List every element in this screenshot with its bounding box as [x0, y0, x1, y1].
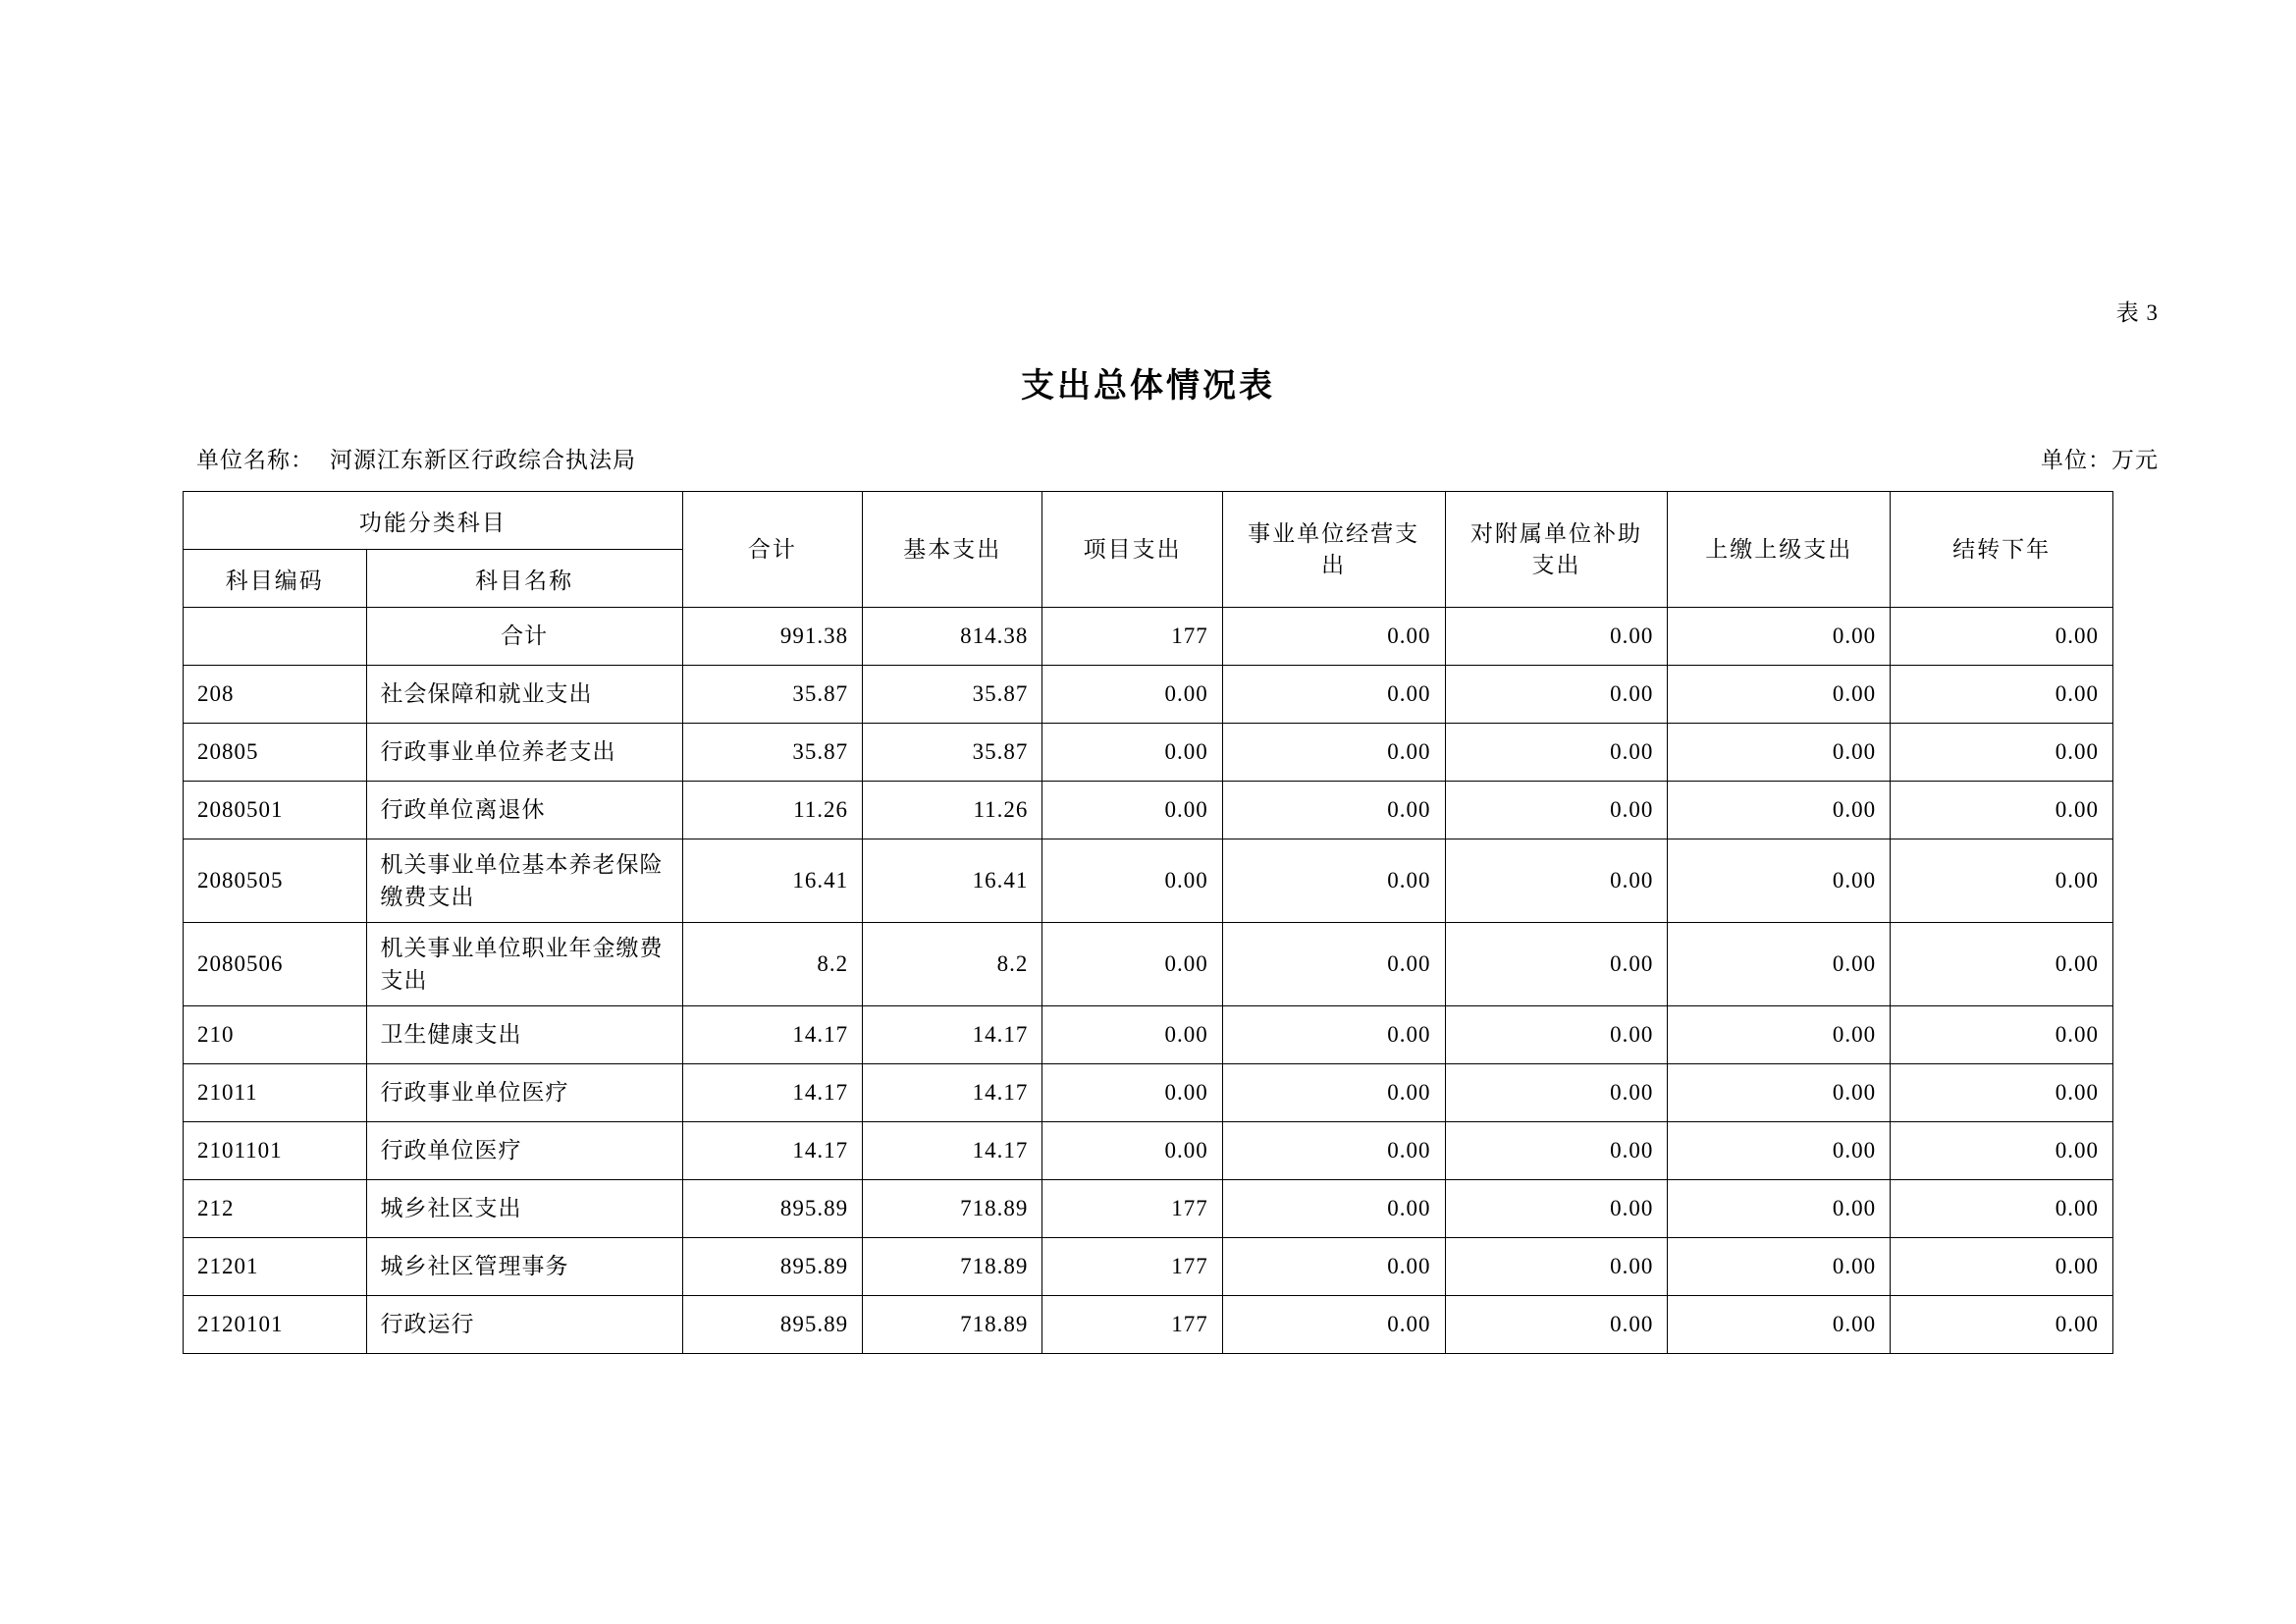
cell-value: 895.89 [682, 1180, 862, 1238]
unit-name-value: 河源江东新区行政综合执法局 [330, 448, 636, 472]
header-subject-name: 科目名称 [366, 550, 682, 608]
table-row [184, 1238, 2113, 1296]
cell-value: 0.00 [1891, 608, 2113, 666]
header-project-expenditure: 项目支出 [1042, 492, 1222, 608]
cell-subject-code: 2120101 [184, 1296, 367, 1354]
cell-value: 0.00 [1668, 1238, 1891, 1296]
cell-value: 0.00 [1445, 1180, 1668, 1238]
table-row [184, 1180, 2113, 1238]
cell-value: 0.00 [1668, 1180, 1891, 1238]
table-number: 表 3 [2115, 300, 2159, 325]
cell-value: 0.00 [1445, 724, 1668, 782]
cell-subject-code [184, 608, 367, 666]
cell-value: 0.00 [1891, 1122, 2113, 1180]
cell-value: 0.00 [1445, 1296, 1668, 1354]
cell-value: 0.00 [1445, 839, 1668, 923]
cell-value: 0.00 [1042, 923, 1222, 1006]
cell-value: 0.00 [1668, 608, 1891, 666]
cell-value: 14.17 [682, 1064, 862, 1122]
cell-value: 0.00 [1222, 1064, 1445, 1122]
cell-value: 0.00 [1668, 923, 1891, 1006]
cell-value: 0.00 [1891, 782, 2113, 839]
cell-value: 177 [1042, 608, 1222, 666]
cell-value: 16.41 [682, 839, 862, 923]
cell-subject-name: 机关事业单位基本养老保险缴费支出 [366, 839, 682, 923]
unit-name-label: 单位名称： [196, 448, 314, 472]
cell-subject-code: 21201 [184, 1238, 367, 1296]
cell-value: 0.00 [1668, 1122, 1891, 1180]
cell-subject-code: 2080506 [184, 923, 367, 1006]
cell-subject-name: 行政运行 [366, 1296, 682, 1354]
cell-value: 0.00 [1891, 1180, 2113, 1238]
cell-value: 0.00 [1222, 666, 1445, 724]
cell-value: 14.17 [682, 1122, 862, 1180]
cell-value: 177 [1042, 1238, 1222, 1296]
cell-value: 0.00 [1668, 1296, 1891, 1354]
cell-value: 8.2 [682, 923, 862, 1006]
cell-value: 177 [1042, 1296, 1222, 1354]
cell-value: 0.00 [1042, 1064, 1222, 1122]
cell-value: 0.00 [1042, 839, 1222, 923]
header-subject-code: 科目编码 [184, 550, 367, 608]
header-basic-expenditure: 基本支出 [863, 492, 1042, 608]
cell-value: 0.00 [1222, 724, 1445, 782]
table-row [184, 724, 2113, 782]
cell-value: 35.87 [682, 666, 862, 724]
table-row [184, 839, 2113, 923]
cell-subject-name: 行政单位离退休 [366, 782, 682, 839]
cell-value: 0.00 [1222, 839, 1445, 923]
cell-value: 0.00 [1891, 1238, 2113, 1296]
cell-value: 0.00 [1668, 1064, 1891, 1122]
cell-value: 0.00 [1222, 608, 1445, 666]
table-row [184, 608, 2113, 666]
cell-value: 718.89 [863, 1296, 1042, 1354]
cell-value: 0.00 [1445, 1238, 1668, 1296]
cell-subject-code: 2080501 [184, 782, 367, 839]
table-row [184, 1064, 2113, 1122]
expenditure-table [183, 491, 2113, 1354]
cell-subject-code: 210 [184, 1006, 367, 1064]
cell-value: 8.2 [863, 923, 1042, 1006]
table-body [184, 608, 2113, 1354]
meta-row [196, 442, 2159, 475]
cell-value: 814.38 [863, 608, 1042, 666]
cell-value: 0.00 [1668, 782, 1891, 839]
cell-subject-name: 行政单位医疗 [366, 1122, 682, 1180]
cell-value: 895.89 [682, 1238, 862, 1296]
cell-value: 0.00 [1445, 1122, 1668, 1180]
cell-subject-code: 212 [184, 1180, 367, 1238]
cell-value: 0.00 [1222, 1006, 1445, 1064]
cell-subject-name: 卫生健康支出 [366, 1006, 682, 1064]
cell-value: 0.00 [1042, 724, 1222, 782]
cell-value: 718.89 [863, 1180, 1042, 1238]
cell-subject-name: 社会保障和就业支出 [366, 666, 682, 724]
table-row [184, 1122, 2113, 1180]
cell-value: 0.00 [1891, 1064, 2113, 1122]
header-payment-to-higher-level: 上缴上级支出 [1668, 492, 1891, 608]
cell-value: 0.00 [1445, 1006, 1668, 1064]
table-row [184, 666, 2113, 724]
cell-value: 0.00 [1042, 1122, 1222, 1180]
cell-subject-code: 2101101 [184, 1122, 367, 1180]
cell-subject-name: 机关事业单位职业年金缴费支出 [366, 923, 682, 1006]
cell-value: 0.00 [1445, 666, 1668, 724]
cell-value: 0.00 [1042, 1006, 1222, 1064]
cell-value: 991.38 [682, 608, 862, 666]
cell-value: 0.00 [1891, 923, 2113, 1006]
cell-value: 0.00 [1222, 1180, 1445, 1238]
cell-value: 14.17 [863, 1006, 1042, 1064]
table-row [184, 923, 2113, 1006]
cell-value: 0.00 [1891, 839, 2113, 923]
header-carryover-next-year: 结转下年 [1891, 492, 2113, 608]
cell-value: 0.00 [1445, 923, 1668, 1006]
cell-value: 895.89 [682, 1296, 862, 1354]
page-title: 支出总体情况表 [1021, 368, 1275, 405]
cell-subject-code: 208 [184, 666, 367, 724]
cell-value: 0.00 [1891, 1006, 2113, 1064]
cell-value: 14.17 [863, 1122, 1042, 1180]
unit-name [196, 442, 636, 474]
table-row [184, 1296, 2113, 1354]
cell-subject-name: 城乡社区支出 [366, 1180, 682, 1238]
cell-value: 0.00 [1668, 724, 1891, 782]
cell-value: 0.00 [1891, 724, 2113, 782]
cell-subject-code: 20805 [184, 724, 367, 782]
cell-value: 718.89 [863, 1238, 1042, 1296]
table-header-row-1 [184, 492, 2113, 550]
cell-subject-name: 行政事业单位医疗 [366, 1064, 682, 1122]
cell-value: 0.00 [1668, 666, 1891, 724]
cell-value: 35.87 [863, 724, 1042, 782]
cell-value: 0.00 [1222, 782, 1445, 839]
cell-value: 0.00 [1668, 1006, 1891, 1064]
cell-subject-name: 行政事业单位养老支出 [366, 724, 682, 782]
cell-value: 0.00 [1222, 1296, 1445, 1354]
cell-value: 0.00 [1445, 782, 1668, 839]
cell-subject-code: 21011 [184, 1064, 367, 1122]
cell-value: 35.87 [863, 666, 1042, 724]
cell-value: 11.26 [682, 782, 862, 839]
cell-value: 0.00 [1222, 1238, 1445, 1296]
cell-subject-name: 城乡社区管理事务 [366, 1238, 682, 1296]
cell-subject-name: 合计 [366, 608, 682, 666]
header-functional-category: 功能分类科目 [184, 492, 683, 550]
cell-value: 0.00 [1222, 923, 1445, 1006]
table-row [184, 1006, 2113, 1064]
cell-value: 35.87 [682, 724, 862, 782]
header-business-operating-expenditure: 事业单位经营支出 [1222, 492, 1445, 608]
cell-value: 177 [1042, 1180, 1222, 1238]
cell-value: 14.17 [863, 1064, 1042, 1122]
cell-value: 16.41 [863, 839, 1042, 923]
header-total: 合计 [682, 492, 862, 608]
table-row [184, 782, 2113, 839]
cell-value: 0.00 [1668, 839, 1891, 923]
cell-value: 0.00 [1891, 666, 2113, 724]
cell-value: 0.00 [1042, 666, 1222, 724]
header-subsidy-to-affiliated-units: 对附属单位补助支出 [1445, 492, 1668, 608]
cell-value: 0.00 [1891, 1296, 2113, 1354]
table-header [184, 492, 2113, 608]
cell-value: 11.26 [863, 782, 1042, 839]
amount-unit: 单位：万元 [2041, 448, 2159, 472]
cell-subject-code: 2080505 [184, 839, 367, 923]
cell-value: 14.17 [682, 1006, 862, 1064]
cell-value: 0.00 [1445, 1064, 1668, 1122]
cell-value: 0.00 [1222, 1122, 1445, 1180]
cell-value: 0.00 [1445, 608, 1668, 666]
cell-value: 0.00 [1042, 782, 1222, 839]
